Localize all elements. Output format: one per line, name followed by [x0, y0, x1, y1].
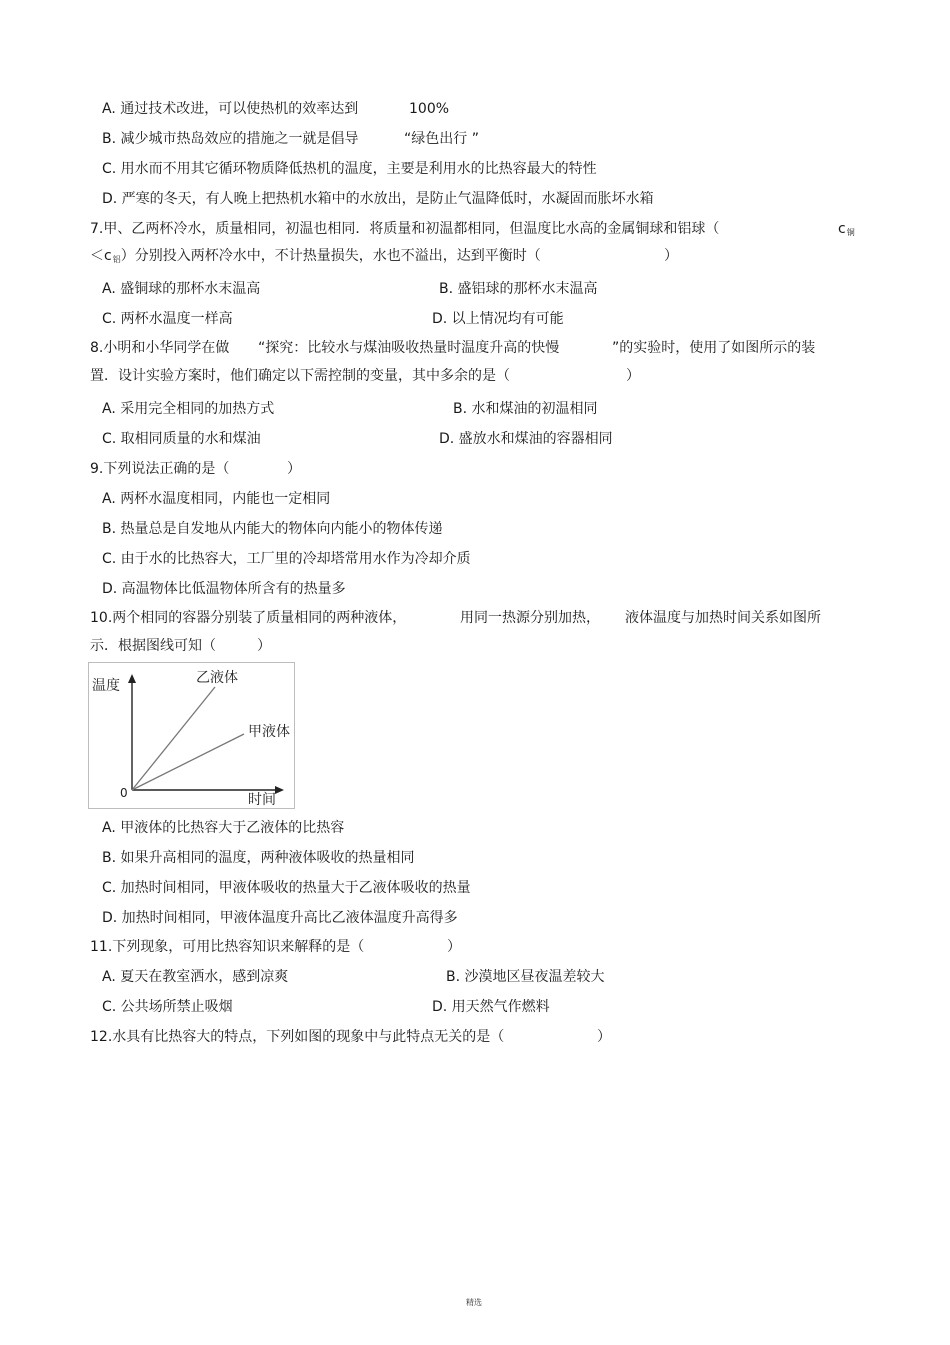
q10-option-c: C. 加热时间相同，甲液体吸收的热量大于乙液体吸收的热量 — [102, 880, 471, 896]
q10-option-b: B. 如果升高相同的温度，两种液体吸收的热量相同 — [102, 850, 415, 866]
q6-option-b-quote: “绿色出行 ” — [404, 131, 479, 147]
graph-ylabel: 温度 — [92, 678, 120, 694]
q7-stem-line2: $<c_铝$）分别投入两杯冷水中，不计热量损失，水也不溢出，达到平衡时（ — [90, 248, 541, 264]
q8-stem-line2: 置．设计实验方案时，他们确定以下需控制的变量，其中多余的是（ — [90, 368, 510, 384]
q7-paren-close: ） — [664, 248, 678, 264]
q11-stem: 11.下列现象，可用比热容知识来解释的是（ — [90, 939, 365, 955]
q7-option-b: B. 盛铝球的那杯水末温高 — [439, 281, 598, 297]
q7-option-d: D. 以上情况均有可能 — [432, 311, 564, 327]
graph-xlabel: 时间 — [248, 792, 276, 808]
q8-paren-close: ） — [626, 368, 640, 384]
q10-stem-line1b: 用同一热源分别加热， — [460, 610, 600, 626]
q7-stem-line1: 7.甲、乙两杯冷水，质量相同，初温也相同．将质量和初温都相同，但温度比水高的金属铜球和铝球（ — [90, 221, 720, 237]
graph-origin: 0 — [120, 786, 128, 800]
q9-option-d: D. 高温物体比低温物体所含有的热量多 — [102, 581, 346, 597]
q11-option-b: B. 沙漠地区昼夜温差较大 — [446, 969, 605, 985]
q6-option-a-value: 100% — [409, 101, 450, 117]
q6-option-d: D. 严寒的冬天，有人晚上把热机水箱中的水放出，是防止气温降低时，水凝固而胀坏水箱 — [102, 191, 654, 207]
temperature-time-graph — [88, 662, 296, 810]
q8-stem-line1a: 8.小明和小华同学在做 — [90, 340, 230, 356]
q10-stem-line2: 示．根据图线可知（ — [90, 638, 216, 654]
q11-paren-close: ） — [447, 939, 461, 955]
q10-stem-line1c: 液体温度与加热时间关系如图所 — [625, 610, 821, 626]
q11-option-c: C. 公共场所禁止吸烟 — [102, 999, 233, 1015]
q9-stem: 9.下列说法正确的是（ — [90, 461, 230, 477]
q9-paren-close: ） — [287, 461, 301, 477]
q7-option-c: C. 两杯水温度一样高 — [102, 311, 233, 327]
graph-label-yi: 乙液体 — [196, 670, 238, 686]
q8-option-c: C. 取相同质量的水和煤油 — [102, 431, 261, 447]
page-footer: 精选 — [466, 1298, 482, 1307]
q6-option-a-text: A. 通过技术改进，可以使热机的效率达到 — [102, 101, 359, 117]
q7-option-a: A. 盛铜球的那杯水末温高 — [102, 281, 261, 297]
q12-paren-close: ） — [597, 1029, 611, 1045]
q11-option-a: A. 夏天在教室洒水，感到凉爽 — [102, 969, 289, 985]
graph-label-jia: 甲液体 — [248, 724, 290, 740]
q9-option-b: B. 热量总是自发地从内能大的物体向内能小的物体传递 — [102, 521, 443, 537]
q10-paren-close: ） — [257, 638, 271, 654]
q6-option-c: C. 用水而不用其它循环物质降低热机的温度，主要是利用水的比热容最大的特性 — [102, 161, 597, 177]
q6-option-b: B. 减少城市热岛效应的措施之一就是倡导 — [102, 131, 359, 147]
q8-stem-line1b: “探究：比较水与煤油吸收热量时温度升高的快慢 — [258, 340, 560, 356]
q6-option-a — [102, 100, 358, 118]
q8-option-d: D. 盛放水和煤油的容器相同 — [439, 431, 613, 447]
q7-c-copper: $c_铜$ — [838, 221, 855, 237]
q10-option-a: A. 甲液体的比热容大于乙液体的比热容 — [102, 820, 345, 836]
q12-stem: 12.水具有比热容大的特点，下列如图的现象中与此特点无关的是（ — [90, 1029, 505, 1045]
q10-stem-line1a: 10.两个相同的容器分别装了质量相同的两种液体， — [90, 610, 407, 626]
q8-stem-line1c: ”的实验时，使用了如图所示的装 — [612, 340, 816, 356]
q10-option-d: D. 加热时间相同，甲液体温度升高比乙液体温度升高得多 — [102, 910, 458, 926]
q8-option-a: A. 采用完全相同的加热方式 — [102, 401, 275, 417]
q11-option-d: D. 用天然气作燃料 — [432, 999, 550, 1015]
q8-option-b: B. 水和煤油的初温相同 — [453, 401, 598, 417]
q9-option-c: C. 由于水的比热容大，工厂里的冷却塔常用水作为冷却介质 — [102, 551, 471, 567]
q9-option-a: A. 两杯水温度相同，内能也一定相同 — [102, 491, 331, 507]
